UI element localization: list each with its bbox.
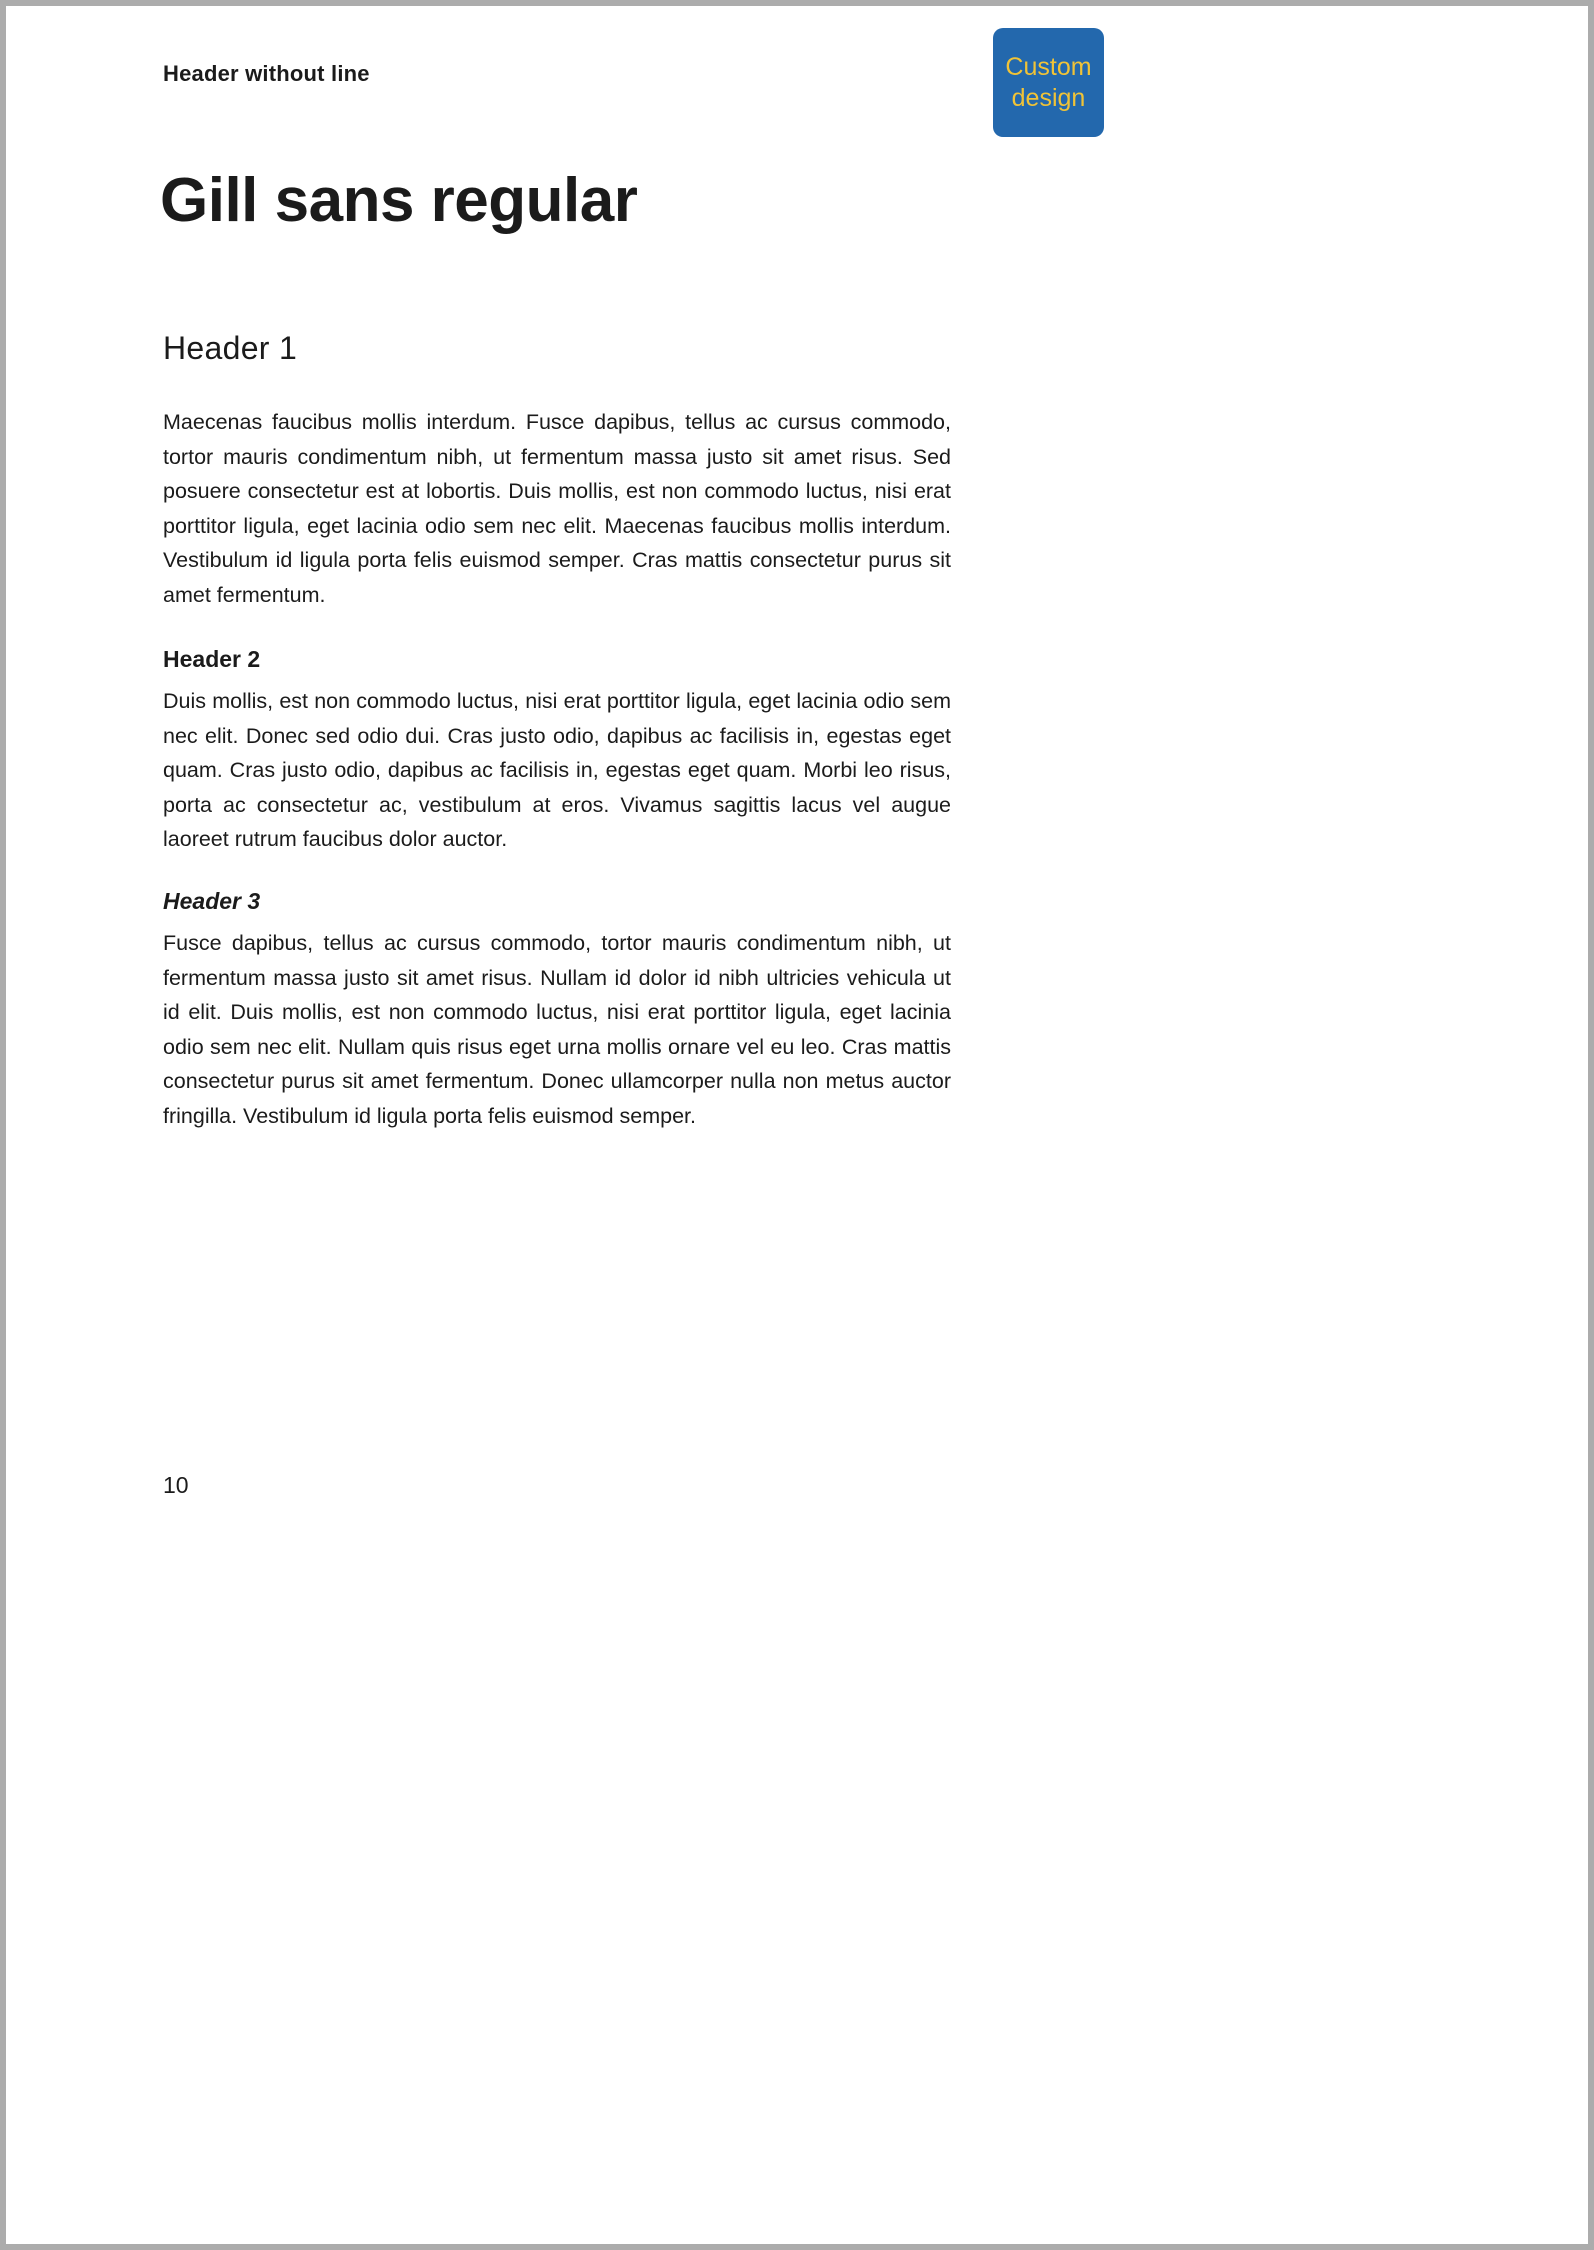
body-paragraph-1: Maecenas faucibus mollis interdum. Fusce dapibus, tellus ac cursus commodo, tortor mauris condimentum nibh, ut fermentum massa justo sit amet risus. Sed posuere consectetur est at lobortis. Duis mollis, est non commodo luctus, nisi erat porttitor ligula, eget lacinia odio sem nec elit. Maecenas faucibus mollis interdum. Vestibulum id ligula porta felis euismod semper. Cras mattis consectetur purus sit amet fermentum. xyxy=(163,410,951,607)
custom-design-badge xyxy=(993,28,1104,137)
page-number: 10 xyxy=(163,1472,189,1498)
body-paragraph-3: Fusce dapibus, tellus ac cursus commodo, tortor mauris condimentum nibh, ut fermentum massa justo sit amet risus. Nullam id dolor id nibh ultricies vehicula ut id elit. Duis mollis, est non commodo luctus, nisi erat porttitor ligula, eget lacinia odio sem nec elit. Nullam quis risus eget urna mollis ornare vel eu leo. Cras mattis consectetur purus sit amet fermentum. Donec ullamcorper nulla non metus auctor fringilla. Vestibulum id ligula porta felis euismod semper. xyxy=(163,931,951,1128)
page-title: Gill sans regular xyxy=(160,166,638,235)
section-heading-1: Header 1 xyxy=(163,330,298,366)
body-paragraph-2: Duis mollis, est non commodo luctus, nisi erat porttitor ligula, eget lacinia odio sem nec elit. Donec sed odio dui. Cras justo odio, dapibus ac facilisis in, egestas eget quam. Cras justo odio, dapibus ac facilisis in, egestas eget quam. Morbi leo risus, porta ac consectetur ac, vestibulum at eros. Vivamus sagittis lacus vel augue laoreet rutrum faucibus dolor auctor. xyxy=(163,689,951,851)
section-heading-2: Header 2 xyxy=(163,646,261,672)
running-header: Header without line xyxy=(163,61,370,86)
badge-line-1: Custom xyxy=(1005,52,1092,81)
badge-line-2: design xyxy=(1011,83,1086,112)
section-heading-3: Header 3 xyxy=(163,888,261,914)
